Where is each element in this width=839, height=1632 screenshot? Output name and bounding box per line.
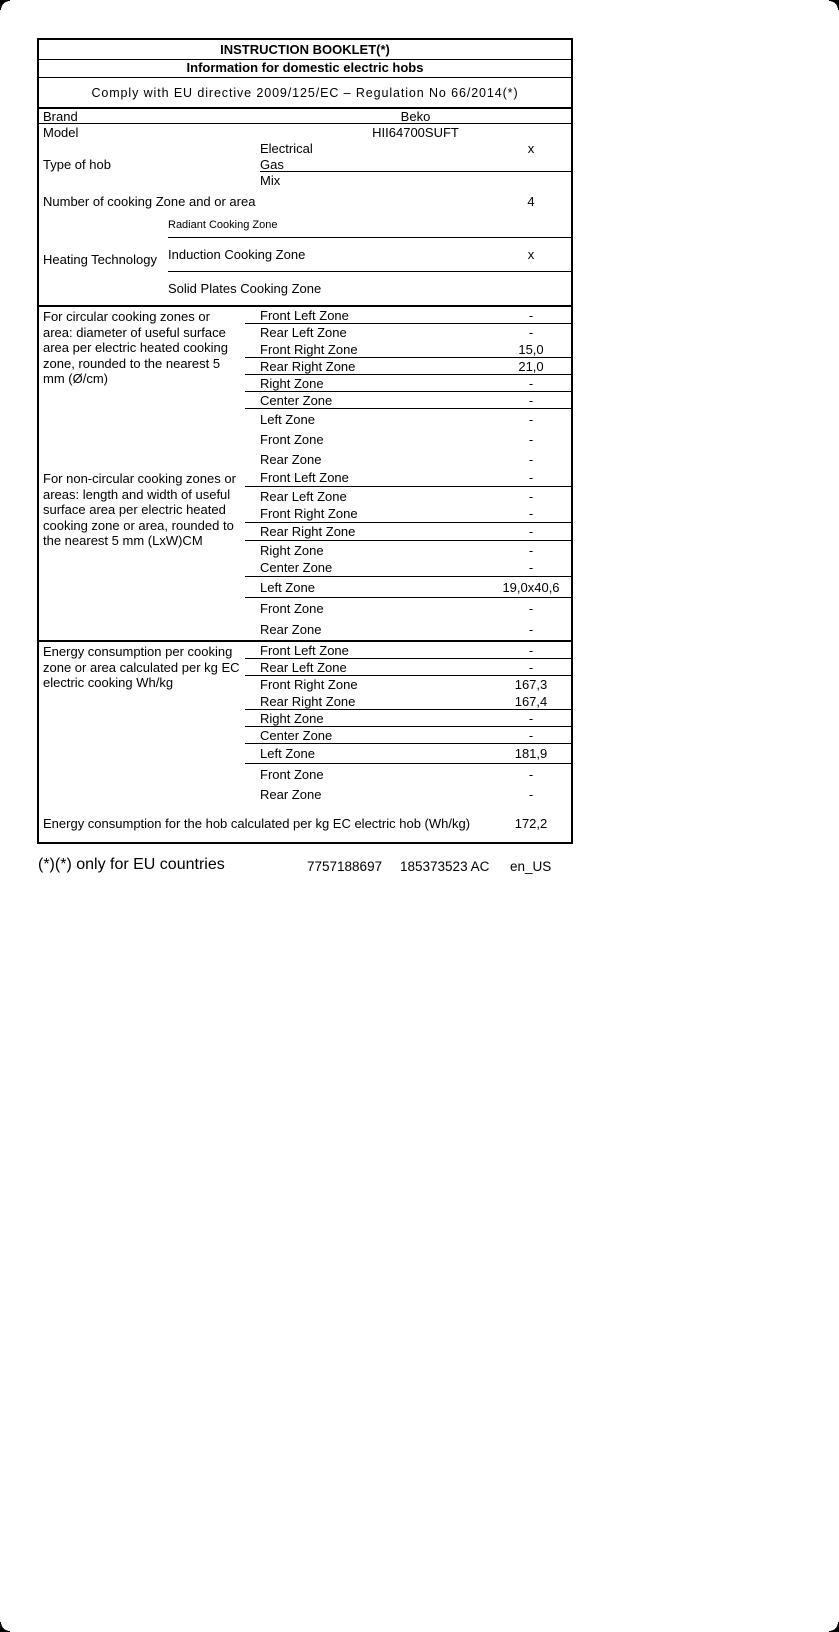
table-row xyxy=(245,449,571,469)
table-row xyxy=(245,469,571,487)
section-noncircular-zones xyxy=(39,469,571,640)
type-of-hob-block xyxy=(39,140,571,189)
zone-label: Rear Right Zone xyxy=(260,693,356,709)
row-value: x xyxy=(527,247,535,262)
row-label: Induction Cooking Zone xyxy=(168,247,306,262)
table-row xyxy=(168,238,571,272)
zone-value: - xyxy=(528,622,534,637)
model-value: HII64700SUFT xyxy=(372,124,459,140)
table-row xyxy=(168,272,571,305)
zone-label: Front Zone xyxy=(260,431,324,447)
table-row xyxy=(245,392,571,409)
heating-technology-rows xyxy=(168,213,571,305)
row-label: Mix xyxy=(260,173,281,188)
table-row xyxy=(245,619,571,640)
zone-value: - xyxy=(528,524,534,539)
zones-count-row xyxy=(39,189,571,213)
heating-technology-label: Heating Technology xyxy=(43,251,157,267)
document-subtitle: Information for domestic electric hobs xyxy=(39,60,571,78)
zone-value: - xyxy=(528,375,534,391)
table-row xyxy=(245,784,571,804)
corner-mark xyxy=(829,0,839,10)
zone-label: Rear Left Zone xyxy=(260,659,347,675)
table-row xyxy=(245,598,571,619)
zone-value: - xyxy=(528,601,534,616)
row-label: Solid Plates Cooking Zone xyxy=(168,281,322,296)
zone-label: Left Zone xyxy=(260,411,315,427)
zone-label: Rear Right Zone xyxy=(260,524,356,539)
zone-label: Center Zone xyxy=(260,392,333,408)
zone-value: - xyxy=(528,542,534,558)
section-label: Energy consumption per cooking zone or area calculated per kg EC electric cooking Wh/kg xyxy=(43,644,240,690)
table-row xyxy=(260,157,571,172)
zone-label: Left Zone xyxy=(260,579,315,595)
document-revision-code: 185373523 AC xyxy=(400,859,490,874)
zone-value: 181,9 xyxy=(514,746,548,761)
table-row xyxy=(245,324,571,341)
zone-value: 167,4 xyxy=(514,693,548,709)
table-row xyxy=(260,172,571,189)
table-row xyxy=(245,429,571,449)
zone-value: 19,0x40,6 xyxy=(502,579,560,595)
table-row xyxy=(245,541,571,559)
model-row xyxy=(39,124,571,140)
zone-label: Center Zone xyxy=(260,560,333,575)
heating-technology-block xyxy=(39,213,571,305)
table-row xyxy=(245,744,571,764)
row-label: Electrical xyxy=(260,141,313,156)
zone-label: Front Zone xyxy=(260,766,324,782)
eu-countries-note: (*)(*) only for EU countries xyxy=(38,856,225,873)
zone-label: Right Zone xyxy=(260,375,324,391)
type-of-hob-rows xyxy=(260,140,571,189)
table-row xyxy=(245,710,571,727)
corner-mark xyxy=(829,1622,839,1632)
table-row xyxy=(245,358,571,375)
zone-label: Front Left Zone xyxy=(260,307,349,323)
brand-row xyxy=(39,109,571,124)
document-code: 7757188697 xyxy=(307,859,383,874)
zone-label: Center Zone xyxy=(260,727,333,743)
zone-value: - xyxy=(528,431,534,447)
product-info-table xyxy=(37,38,573,844)
zone-label: Rear Right Zone xyxy=(260,358,356,374)
table-row xyxy=(245,577,571,598)
zone-value: 21,0 xyxy=(518,358,544,374)
row-label: Energy consumption for the hob calculated per kg EC electric hob (Wh/kg) xyxy=(43,815,471,831)
table-row xyxy=(245,659,571,676)
brand-label: Brand xyxy=(43,108,78,124)
zone-value: - xyxy=(528,659,534,675)
row-label: Radiant Cooking Zone xyxy=(168,219,278,231)
section-label: For circular cooking zones or area: diameter of useful surface area per electric heated cooking zone, rounded to the nearest 5 mm (Ø/cm) xyxy=(43,309,229,386)
zone-label: Front Right Zone xyxy=(260,341,358,357)
hob-total-energy-row xyxy=(39,804,571,842)
document-title: INSTRUCTION BOOKLET(*) xyxy=(39,40,571,60)
table-row xyxy=(245,523,571,541)
zone-label: Front Left Zone xyxy=(260,642,349,658)
zone-label: Left Zone xyxy=(260,746,315,761)
zone-value: 15,0 xyxy=(518,341,544,357)
zone-value: - xyxy=(528,307,534,323)
section-energy-per-zone xyxy=(39,640,571,804)
zone-label: Front Zone xyxy=(260,601,324,616)
zone-value: - xyxy=(528,392,534,408)
row-label: Gas xyxy=(260,156,284,172)
compliance-note: Comply with EU directive 2009/125/EC – Regulation No 66/2014(*) xyxy=(39,78,571,109)
table-row xyxy=(245,727,571,744)
table-row xyxy=(168,213,571,238)
model-label: Model xyxy=(43,124,79,140)
zone-label: Rear Zone xyxy=(260,622,322,637)
locale-code: en_US xyxy=(510,859,552,874)
section-rows xyxy=(245,469,571,640)
table-row xyxy=(245,559,571,577)
zone-label: Rear Zone xyxy=(260,451,322,467)
zone-value: - xyxy=(528,766,534,782)
zone-value: - xyxy=(528,488,534,504)
table-row xyxy=(245,693,571,710)
corner-mark xyxy=(0,1622,10,1632)
zone-label: Right Zone xyxy=(260,710,324,726)
table-row xyxy=(245,764,571,784)
row-value: 172,2 xyxy=(514,815,548,831)
section-rows xyxy=(245,642,571,804)
zone-value: - xyxy=(528,411,534,427)
zone-value: - xyxy=(528,642,534,658)
zone-value: - xyxy=(528,506,534,521)
zone-label: Rear Zone xyxy=(260,786,322,802)
zone-label: Front Right Zone xyxy=(260,506,358,521)
zone-value: 167,3 xyxy=(514,677,548,692)
table-row xyxy=(245,341,571,358)
type-of-hob-label: Type of hob xyxy=(43,157,111,172)
zone-value: - xyxy=(528,710,534,726)
brand-value: Beko xyxy=(400,108,431,124)
zone-label: Right Zone xyxy=(260,542,324,558)
zone-label: Rear Left Zone xyxy=(260,325,347,340)
table-row xyxy=(260,140,571,157)
zone-value: - xyxy=(528,786,534,802)
zone-label: Front Right Zone xyxy=(260,677,358,692)
zone-label: Front Left Zone xyxy=(260,470,349,485)
zone-value: - xyxy=(528,727,534,743)
zone-value: - xyxy=(528,325,534,340)
page-footer xyxy=(0,856,839,878)
row-value: x xyxy=(527,141,535,156)
section-rows xyxy=(245,307,571,469)
table-row xyxy=(245,375,571,392)
zone-value: - xyxy=(528,451,534,467)
zone-label: Rear Left Zone xyxy=(260,488,347,504)
table-row xyxy=(245,676,571,693)
row-value: 4 xyxy=(527,193,535,209)
table-row xyxy=(245,505,571,523)
row-label: Number of cooking Zone and or area xyxy=(43,193,256,209)
section-circular-zones xyxy=(39,305,571,469)
table-row xyxy=(245,307,571,324)
zone-value: - xyxy=(528,560,534,575)
table-row xyxy=(245,409,571,429)
zone-value: - xyxy=(528,470,534,485)
table-row xyxy=(245,642,571,659)
corner-mark xyxy=(0,0,10,10)
table-row xyxy=(245,487,571,505)
section-label: For non-circular cooking zones or areas: length and width of useful surface area per electric heated cooking zone or area, rounded to the nearest 5 mm (LxW)CM xyxy=(43,471,236,548)
